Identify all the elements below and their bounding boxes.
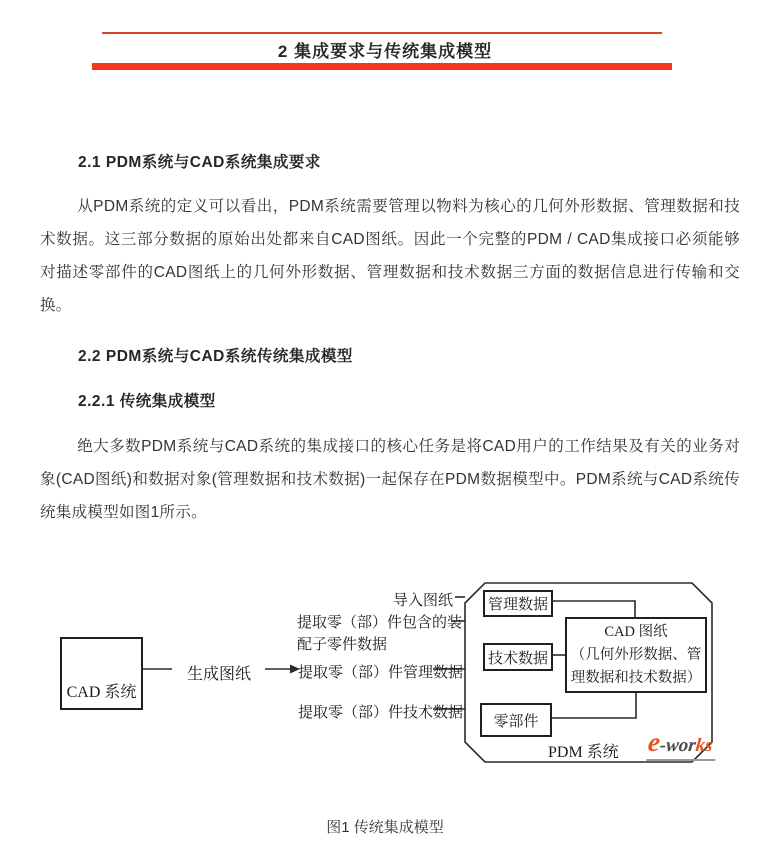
extract-assembly-line1: 提取零（部）件包含的装 xyxy=(297,615,463,631)
paragraph-2-1: 从PDM系统的定义可以看出，PDM系统需要管理以物料为核心的几何外形数据、管理数据和技术数据。这三部分数据的原始出处都来自CAD图纸。因此一个完整的PDM / CAD集成接口必须能够对描述零部件的CAD图纸上的几何外形数据、管理数据和技术数据三方面的数据信息进行传输和交换。 xyxy=(40,198,740,314)
cad-system-box: CAD 系统 xyxy=(60,637,143,710)
pdm-system-label: PDM 系统 xyxy=(548,744,619,761)
cad-drawing-desc-line1: （几何外形数据、管 xyxy=(570,646,702,663)
import-drawing-label: 导入图纸 xyxy=(392,593,453,609)
extract-technical-label: 提取零（部）件技术数据 xyxy=(298,705,464,721)
heading-2-2: 2.2 PDM系统与CAD系统传统集成模型 xyxy=(78,348,353,365)
figure-1-diagram xyxy=(0,575,770,780)
cad-drawing-desc-line2: 理数据和技术数据） xyxy=(570,669,702,686)
extract-assembly-line2: 配子零件数据 xyxy=(297,637,388,653)
eworks-logo-e: e xyxy=(646,727,662,757)
eworks-logo-mid: -wor xyxy=(658,735,697,756)
management-data-box: 管理数据 xyxy=(483,590,553,617)
paragraph-2-2-1: 绝大多数PDM系统与CAD系统的集成接口的核心任务是将CAD用户的工作结果及有关的业务对象(CAD图纸)和数据对象(管理数据和技术数据)一起保存在PDM数据模型中。PDM系统与CAD系统传统集成模型如图1所示。 xyxy=(40,438,740,521)
figure-caption: 图1 传统集成模型 xyxy=(326,819,444,836)
heading-2-1: 2.1 PDM系统与CAD系统集成要求 xyxy=(78,154,321,171)
title-rule-bottom xyxy=(92,63,672,70)
part-box: 零部件 xyxy=(480,703,552,737)
heading-2-2-1: 2.2.1 传统集成模型 xyxy=(78,393,216,410)
page-title: 2 集成要求与传统集成模型 xyxy=(277,42,493,61)
cad-drawing-title: CAD 图纸 xyxy=(604,623,668,640)
eworks-logo xyxy=(646,727,718,761)
extract-assembly-label xyxy=(297,612,462,656)
eworks-logo-ks: ks xyxy=(694,735,714,756)
title-rule-top xyxy=(102,32,662,34)
technical-data-box: 技术数据 xyxy=(483,643,553,671)
extract-management-label: 提取零（部）件管理数据 xyxy=(298,665,464,681)
generate-drawing-label: 生成图纸 xyxy=(187,666,252,683)
cad-drawing-box xyxy=(565,617,707,693)
